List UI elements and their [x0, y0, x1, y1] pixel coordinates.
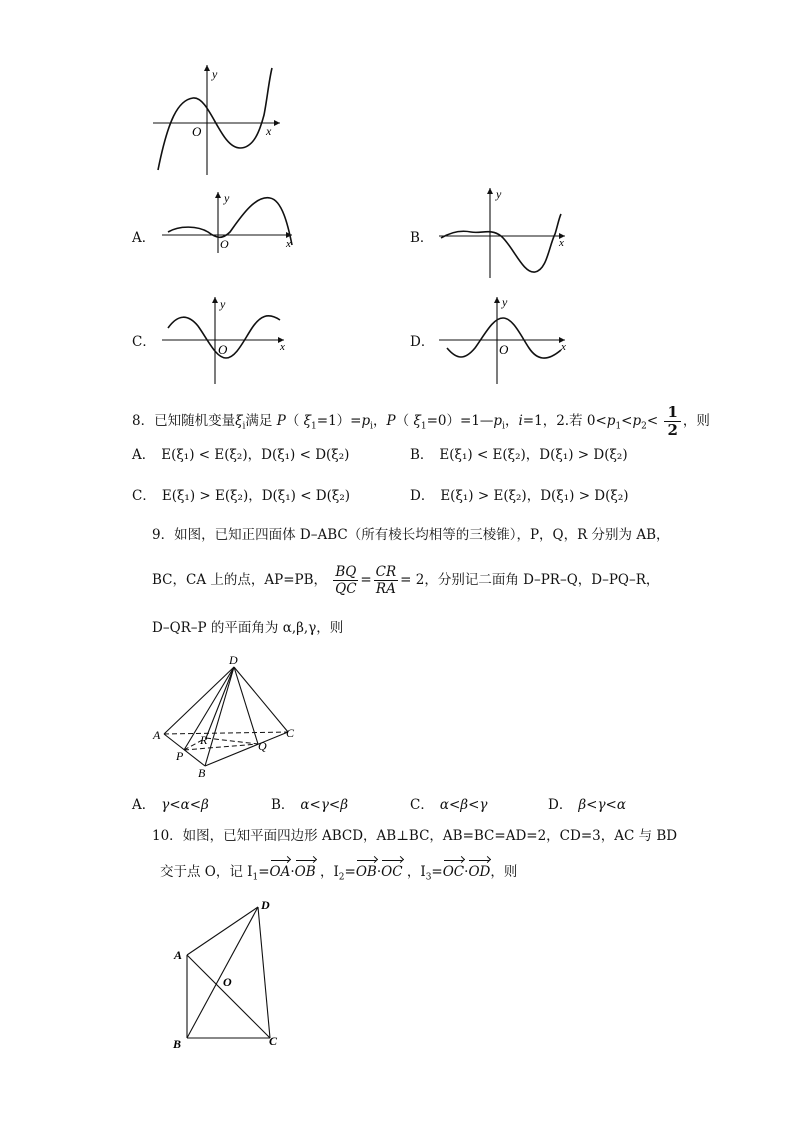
vector-oa: OA [269, 864, 291, 880]
q7-option-b-graph[interactable] [437, 186, 577, 281]
q10-label-b: B [173, 1037, 182, 1051]
q10-quadrilateral-figure [165, 895, 290, 1055]
q7-option-c-label[interactable]: C． [132, 334, 156, 350]
q7-given-graph [148, 60, 288, 180]
q8-option-b[interactable]: B． E(ξ₁) < E(ξ₂)，D(ξ₁) > D(ξ₂) [410, 447, 628, 463]
q7-option-d-graph[interactable] [437, 292, 577, 387]
q7-y-label: y [212, 67, 218, 81]
q7-option-d-label[interactable]: D． [410, 334, 435, 350]
q7-origin-label: O [192, 124, 202, 139]
q10-stem-line1: 10．如图，已知平面四边形 ABCD，AB⊥BC，AB=BC=AD=2，CD=3，AC 与 BD [152, 828, 678, 844]
q7-b-y-label: y [496, 187, 502, 201]
q7-a-y-label: y [224, 191, 230, 205]
q9-option-d[interactable]: D． β<γ<α [548, 797, 626, 813]
q10-label-d: D [261, 898, 270, 912]
q7-c-x-label: x [280, 341, 285, 353]
q10-label-c: C [269, 1034, 278, 1048]
q8-option-d[interactable]: D． E(ξ₁) > E(ξ₂)，D(ξ₁) > D(ξ₂) [410, 488, 629, 504]
q9-tetrahedron-figure [150, 650, 310, 780]
q7-a-origin-label: O [220, 237, 229, 251]
q8-stem: 8．已知随机变量$\xi_i$满足 P（ $\xi_1=1)=p_i$，P（ $\xi_1=0)=1—p_i$，i=1，2.若 $0<p_1<p_2<$ $\frac{1}{2}$ ，则 [132, 403, 710, 439]
q8-option-a[interactable]: A． E(ξ₁) < E(ξ₂)，D(ξ₁) < D(ξ₂) [132, 447, 350, 463]
q7-option-a-graph[interactable] [160, 190, 300, 255]
q9-option-c[interactable]: C． α<β<γ [410, 797, 488, 813]
q9-label-q: Q [258, 739, 267, 753]
q8-fraction: $\frac{1}{2}$ [664, 404, 680, 439]
q9-label-r: R [200, 733, 208, 747]
q7-c-y-label: y [220, 297, 226, 311]
q9-stem-line3: D–QR–P 的平面角为 α,β,γ，则 [152, 620, 344, 636]
q9-label-b: B [198, 766, 206, 780]
q9-label-c: C [286, 726, 295, 740]
q9-label-a: A [153, 728, 161, 742]
q10-label-a: A [174, 948, 183, 962]
q7-option-b-label[interactable]: B． [410, 230, 434, 246]
vector-ob: OB [294, 864, 316, 880]
q9-label-d: D [229, 653, 238, 667]
q7-option-c-graph[interactable] [160, 292, 300, 387]
q9-label-p: P [176, 749, 184, 763]
q7-a-x-label: x [286, 238, 291, 250]
q9-option-b[interactable]: B． α<γ<β [271, 797, 349, 813]
q7-c-origin-label: O [218, 342, 228, 357]
vector-ob-2: OB [355, 864, 377, 880]
q9-stem-line1: 9．如图，已知正四面体 D–ABC（所有棱长均相等的三棱锥），P，Q，R 分别为 AB， [152, 527, 670, 543]
vector-oc: OC [381, 864, 403, 880]
q7-d-origin-label: O [499, 342, 509, 357]
q10-stem-line2: 交于点 O，记 $I_1=OA\cdot OB$ ，$I_2=OB\cdot OC$ ，$I_3=OC\cdot OD$，则 [160, 864, 518, 883]
q9-fraction-cr-ra: $\frac{CR}{RA}$ [375, 564, 397, 597]
q9-option-a[interactable]: A． γ<α<β [132, 797, 209, 813]
vector-oc-2: OC [442, 864, 465, 880]
q8-option-c[interactable]: C． E(ξ₁) > E(ξ₂)，D(ξ₁) < D(ξ₂) [132, 488, 351, 504]
q7-d-x-label: x [561, 341, 566, 353]
vector-od: OD [468, 864, 491, 880]
q7-option-a-label[interactable]: A． [132, 230, 156, 246]
q9-stem-line2: BC，CA 上的点，AP=PB， $\frac{BQ}{QC}$ = $\frac{CR}{RA}$ = 2，分别记二面角 D–PR–Q，D–PQ–R， [152, 564, 660, 597]
q7-d-y-label: y [502, 295, 508, 309]
q7-b-x-label: x [559, 237, 564, 249]
q9-fraction-bq-qc: $\frac{BQ}{QC}$ [335, 564, 357, 597]
q7-x-label: x [266, 124, 272, 138]
q10-label-o: O [223, 975, 232, 989]
